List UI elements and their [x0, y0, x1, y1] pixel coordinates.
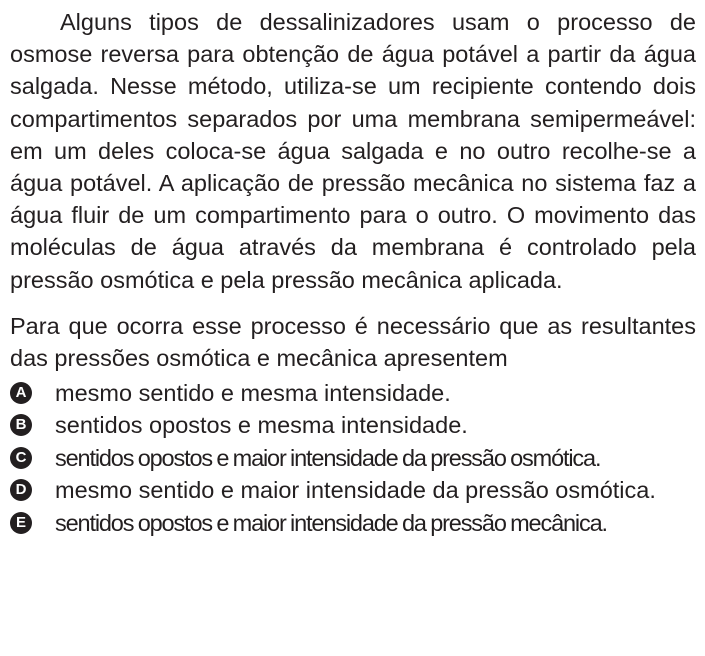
option-d-letter-badge: D — [10, 479, 32, 501]
question-paragraph-prompt: Para que ocorra esse processo é necessário que as resultantes das pressões osmótica e mecânica apresentem — [10, 312, 696, 372]
option-c-text: sentidos opostos e maior intensidade da pressão osmótica. — [55, 444, 601, 471]
option-d[interactable] — [10, 474, 696, 507]
option-e-text: sentidos opostos e maior intensidade da pressão mecânica. — [55, 509, 607, 536]
question-paragraph-context: Alguns tipos de dessalinizadores usam o processo de osmose reversa para obtenção de água potável a partir da água salgada. Nesse método, utiliza-se um recipiente contendo dois compartimentos separados por uma membrana semipermeável: em um deles coloca-se água salgada e no outro recolhe-se a água potável. A aplicação de pressão mecânica no sistema faz a água fluir de um compartimento para o outro. O movimento das moléculas de água através da membrana é controlado pela pressão osmótica e pela pressão mecânica aplicada. — [10, 9, 696, 293]
option-c[interactable] — [10, 441, 696, 474]
answer-options-list — [10, 376, 696, 539]
option-e-letter-badge: E — [10, 512, 32, 534]
question-block — [10, 6, 696, 539]
option-e[interactable] — [10, 507, 696, 540]
option-a-text: mesmo sentido e mesma intensidade. — [55, 379, 451, 406]
option-b-text: sentidos opostos e mesma intensidade. — [55, 412, 468, 439]
option-b-letter-badge: B — [10, 414, 32, 436]
option-c-letter-badge: C — [10, 447, 32, 469]
option-a[interactable] — [10, 376, 696, 409]
option-d-text: mesmo sentido e maior intensidade da pressão osmótica. — [55, 477, 656, 504]
option-a-letter-badge: A — [10, 382, 32, 404]
option-b[interactable] — [10, 409, 696, 442]
